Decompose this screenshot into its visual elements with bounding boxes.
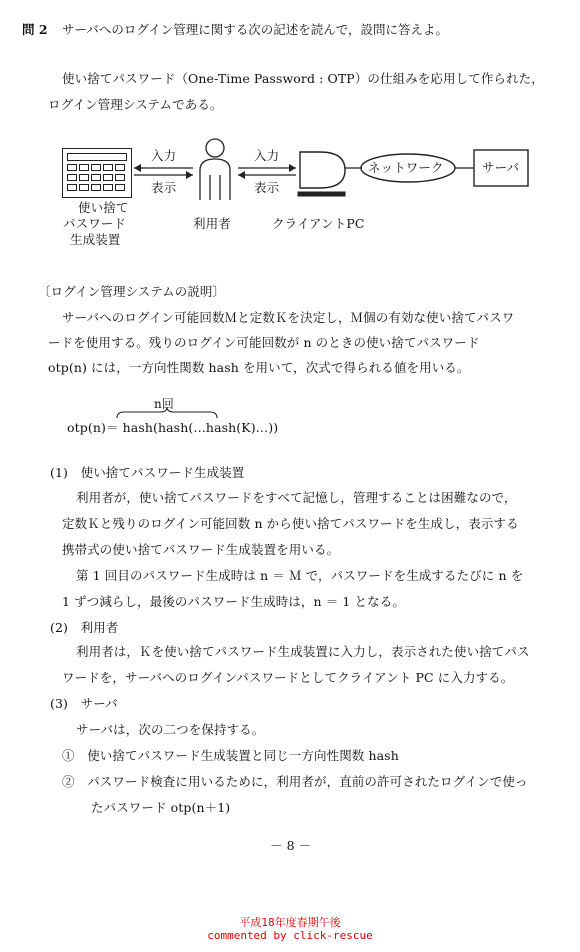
intro-line-2: ログイン管理システムである。 <box>48 97 223 112</box>
item-1-line-3: 携帯式の使い捨てパスワード生成装置を用いる。 <box>62 542 340 557</box>
item-3-child-2-line-2: たパスワード otp(n＋1) <box>91 800 231 815</box>
device-label-line-2: パスワード <box>63 216 127 231</box>
question-title: サーバへのログイン管理に関する次の記述を読んで，設問に答えよ。 <box>62 22 449 37</box>
item-1-heading: (1) 使い捨てパスワード生成装置 <box>50 465 245 480</box>
item-2-heading: (2) 利用者 <box>50 620 119 635</box>
footer-line-2: commented by click-rescue <box>207 929 373 942</box>
arrowhead-left-icon <box>134 164 141 172</box>
client-pc-label: クライアントPC <box>272 216 365 231</box>
item-2-line-2: ワードを，サーバへのログインパスワードとしてクライアント PC に入力する。 <box>62 670 514 685</box>
user-label: 利用者 <box>193 216 231 231</box>
arrow-display-label-1: 表示 <box>151 180 177 195</box>
server-label: サーバ <box>482 160 520 175</box>
item-1-line-4: 第 1 回目のパスワード生成時は n ＝ Ｍ で，パスワードを生成するたびに n を <box>76 568 524 583</box>
question-number: 問 2 <box>22 22 48 37</box>
arrowhead-left-icon <box>238 171 245 179</box>
device-label-line-1: 使い捨て <box>78 200 129 215</box>
arrowhead-right-icon <box>186 171 193 179</box>
formula-brace-label: n回 <box>154 397 174 411</box>
item-3-line-1: サーバは，次の二つを保持する。 <box>76 722 265 737</box>
item-1-line-2: 定数Ｋと残りのログイン可能回数 n から使い捨てパスワードを生成し，表示する <box>62 516 519 531</box>
arrow-display-label-2: 表示 <box>254 180 280 195</box>
client-pc-keyboard-icon <box>298 192 345 196</box>
formula-brace-icon <box>112 406 222 420</box>
item-3-child-1: ① 使い捨てパスワード生成装置と同じ一方向性関数 hash <box>62 748 399 763</box>
device-label-line-3: 生成装置 <box>70 232 121 247</box>
network-label: ネットワーク <box>368 160 444 175</box>
arrow-input-label-2: 入力 <box>254 148 280 163</box>
section-paragraph-line-3: otp(n) には，一方向性関数 hash を用いて，次式で得られる値を用いる。 <box>48 360 470 375</box>
item-1-line-5: 1 ずつ減らし，最後のパスワード生成時は，n ＝ 1 となる。 <box>62 594 405 609</box>
user-body-icon <box>200 159 230 200</box>
item-1-line-1: 利用者が，使い捨てパスワードをすべて記憶し，管理することは困難なので， <box>76 490 517 505</box>
page-number: － 8 － <box>270 838 312 853</box>
arrow-input-label-1: 入力 <box>151 148 177 163</box>
intro-line-1: 使い捨てパスワード（One-Time Password : OTP）の仕組みを応用して作られた， <box>62 71 544 86</box>
section-heading: 〔ログイン管理システムの説明〕 <box>38 284 226 299</box>
arrowhead-right-icon <box>289 164 296 172</box>
user-head-icon <box>206 139 224 157</box>
client-pc-monitor-icon <box>300 152 345 188</box>
footer-line-1: 平成18年度春期午後 <box>239 916 341 929</box>
item-2-line-1: 利用者は，Ｋを使い捨てパスワード生成装置に入力し，表示された使い捨てパス <box>76 644 530 659</box>
section-paragraph-line-1: サーバへのログイン可能回数Ｍと定数Ｋを決定し，Ｍ個の有効な使い捨てパスワ <box>62 310 515 325</box>
item-3-child-2-line-1: ② パスワード検査に用いるために，利用者が，直前の許可されたログインで使っ <box>62 774 528 789</box>
item-3-heading: (3) サーバ <box>50 696 118 711</box>
section-paragraph-line-2: ードを使用する。残りのログイン可能回数が n のときの使い捨てパスワード <box>48 335 480 350</box>
formula-expression: otp(n)＝ hash(hash(…hash(K)…)) <box>67 420 279 435</box>
